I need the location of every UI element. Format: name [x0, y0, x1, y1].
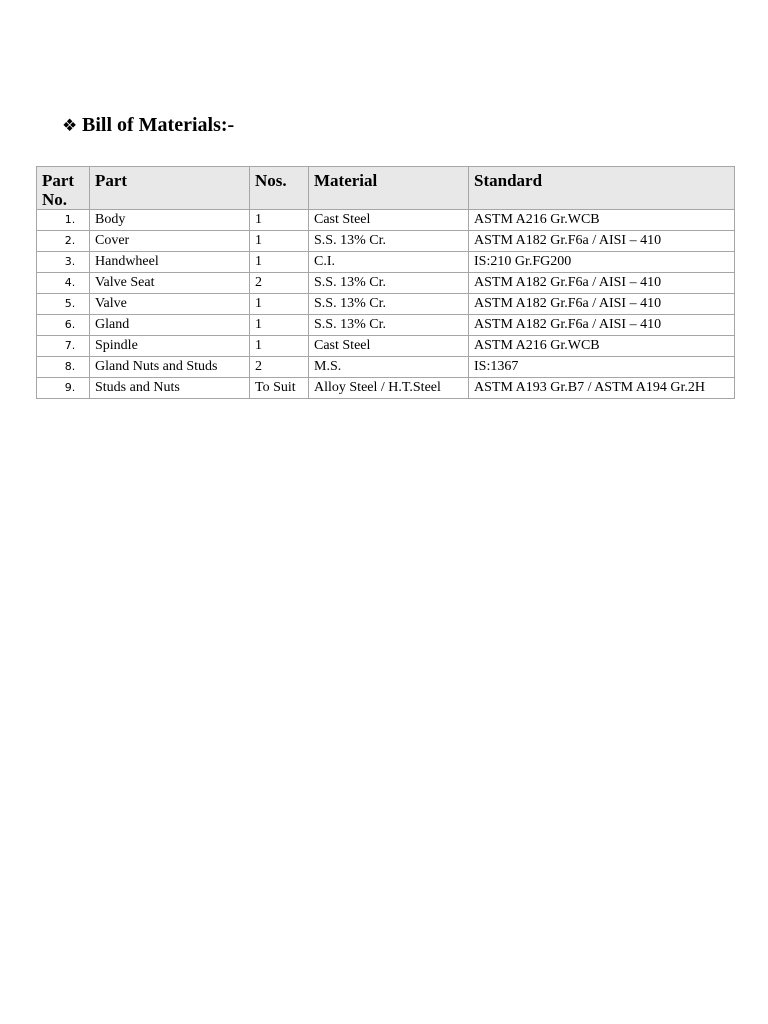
- table-row: [37, 357, 735, 378]
- cell-material: Alloy Steel / H.T.Steel: [309, 378, 469, 399]
- diamond-bullet-icon: ❖: [62, 116, 78, 135]
- cell-material: S.S. 13% Cr.: [309, 273, 469, 294]
- header-row: [37, 167, 735, 210]
- cell-part: Spindle: [90, 336, 250, 357]
- table-header: [37, 167, 735, 210]
- cell-material: S.S. 13% Cr.: [309, 315, 469, 336]
- cell-nos: 1: [250, 294, 309, 315]
- cell-standard: IS:210 Gr.FG200: [469, 252, 735, 273]
- header-part: Part: [90, 167, 250, 210]
- header-part-no: Part No.: [37, 167, 90, 210]
- header-nos: Nos.: [250, 167, 309, 210]
- cell-part-no: 5.: [37, 294, 90, 315]
- cell-part: Cover: [90, 231, 250, 252]
- cell-part: Valve: [90, 294, 250, 315]
- cell-part: Studs and Nuts: [90, 378, 250, 399]
- cell-part-no: 4.: [37, 273, 90, 294]
- cell-standard: ASTM A216 Gr.WCB: [469, 336, 735, 357]
- cell-material: S.S. 13% Cr.: [309, 231, 469, 252]
- cell-standard: ASTM A216 Gr.WCB: [469, 210, 735, 231]
- cell-nos: 2: [250, 273, 309, 294]
- header-standard: Standard: [469, 167, 735, 210]
- cell-part: Gland: [90, 315, 250, 336]
- cell-part-no: 9.: [37, 378, 90, 399]
- cell-standard: ASTM A182 Gr.F6a / AISI – 410: [469, 294, 735, 315]
- bill-of-materials-table: [36, 166, 735, 399]
- cell-part-no: 2.: [37, 231, 90, 252]
- cell-standard: ASTM A182 Gr.F6a / AISI – 410: [469, 273, 735, 294]
- cell-part: Body: [90, 210, 250, 231]
- cell-part: Valve Seat: [90, 273, 250, 294]
- cell-material: Cast Steel: [309, 210, 469, 231]
- table-row: [37, 378, 735, 399]
- cell-part-no: 6.: [37, 315, 90, 336]
- table-body: [37, 210, 735, 399]
- cell-nos: 2: [250, 357, 309, 378]
- table-row: [37, 273, 735, 294]
- cell-standard: ASTM A182 Gr.F6a / AISI – 410: [469, 231, 735, 252]
- cell-part-no: 3.: [37, 252, 90, 273]
- cell-part: Handwheel: [90, 252, 250, 273]
- cell-material: C.I.: [309, 252, 469, 273]
- cell-nos: 1: [250, 252, 309, 273]
- cell-standard: ASTM A193 Gr.B7 / ASTM A194 Gr.2H: [469, 378, 735, 399]
- table-row: [37, 294, 735, 315]
- table-row: [37, 252, 735, 273]
- cell-material: Cast Steel: [309, 336, 469, 357]
- cell-material: S.S. 13% Cr.: [309, 294, 469, 315]
- table-row: [37, 231, 735, 252]
- cell-standard: ASTM A182 Gr.F6a / AISI – 410: [469, 315, 735, 336]
- cell-nos: 1: [250, 210, 309, 231]
- cell-part-no: 1.: [37, 210, 90, 231]
- cell-material: M.S.: [309, 357, 469, 378]
- table-row: [37, 315, 735, 336]
- heading-text: Bill of Materials:-: [82, 114, 235, 136]
- cell-nos: 1: [250, 336, 309, 357]
- table-row: [37, 210, 735, 231]
- cell-nos: 1: [250, 315, 309, 336]
- cell-part-no: 7.: [37, 336, 90, 357]
- cell-nos: 1: [250, 231, 309, 252]
- section-heading: [62, 112, 234, 139]
- table-row: [37, 336, 735, 357]
- cell-nos: To Suit: [250, 378, 309, 399]
- cell-part-no: 8.: [37, 357, 90, 378]
- cell-standard: IS:1367: [469, 357, 735, 378]
- cell-part: Gland Nuts and Studs: [90, 357, 250, 378]
- header-material: Material: [309, 167, 469, 210]
